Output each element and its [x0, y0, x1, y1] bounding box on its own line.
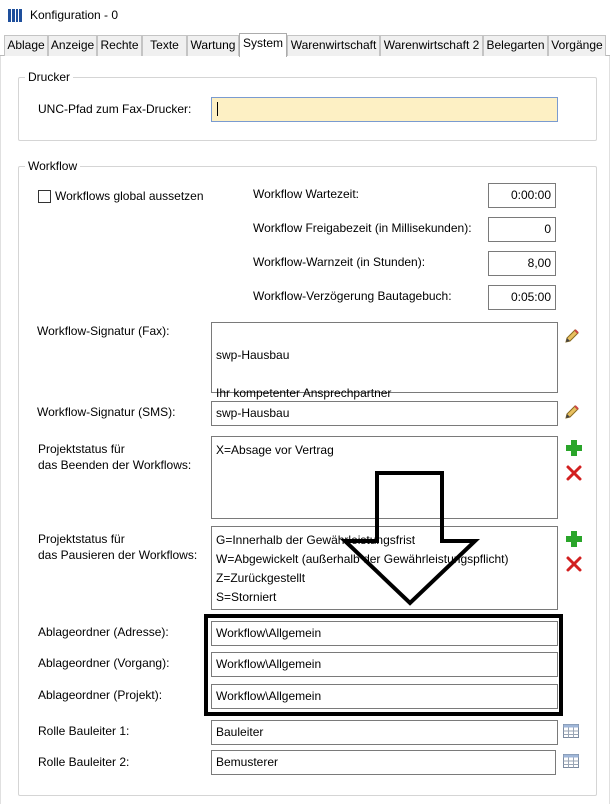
tab-rechte[interactable]: Rechte — [97, 35, 142, 56]
tab-anzeige[interactable]: Anzeige — [48, 35, 97, 56]
text-caret — [217, 102, 218, 116]
list-item[interactable]: G=Innerhalb der Gewährleistungsfrist — [216, 533, 416, 547]
freigabezeit-input[interactable]: 0 — [488, 217, 556, 242]
fax-printer-input[interactable] — [211, 97, 558, 122]
ablage-vorgang-input[interactable]: Workflow\Allgemein — [211, 652, 558, 677]
signatur-sms-label: Workflow-Signatur (SMS): — [37, 405, 176, 419]
tab-system[interactable]: System — [239, 33, 287, 57]
tab-vorgaenge[interactable]: Vorgänge — [548, 35, 606, 56]
workflows-global-pause-label: Workflows global aussetzen — [55, 189, 204, 203]
freigabezeit-label: Workflow Freigabezeit (in Millisekunden): — [253, 221, 472, 235]
bauleiter1-label: Rolle Bauleiter 1: — [38, 724, 130, 738]
ablage-projekt-input[interactable]: Workflow\Allgemein — [211, 684, 558, 709]
pausieren-status-list[interactable] — [211, 526, 558, 610]
remove-beenden-status-x-icon[interactable] — [565, 464, 583, 482]
tab-texte[interactable]: Texte — [142, 35, 187, 56]
ablage-projekt-label: Ablageordner (Projekt): — [38, 688, 163, 702]
pausieren-label-line2: das Pausieren der Workflows: — [38, 548, 198, 562]
bauleiter1-input[interactable]: Bauleiter — [211, 720, 558, 745]
list-item[interactable]: Z=Zurückgestellt — [216, 571, 306, 585]
workflows-global-pause-checkbox[interactable] — [38, 190, 51, 203]
edit-signatur-sms-pencil-icon[interactable] — [563, 403, 581, 421]
ablage-vorgang-label: Ablageordner (Vorgang): — [38, 656, 170, 670]
tab-warenwirtschaft[interactable]: Warenwirtschaft — [287, 35, 380, 56]
pausieren-label-line1: Projektstatus für — [38, 532, 125, 546]
tab-belegarten[interactable]: Belegarten — [483, 35, 548, 56]
bautagebuch-label: Workflow-Verzögerung Bautagebuch: — [253, 289, 452, 303]
list-item[interactable]: X=Absage vor Vertrag — [216, 443, 334, 457]
tab-wartung[interactable]: Wartung — [187, 35, 239, 56]
add-pausieren-status-plus-icon[interactable] — [565, 530, 583, 548]
signatur-fax-textarea[interactable]: swp-Hausbau Ihr kompetenter Ansprechpartner — [211, 322, 558, 393]
signatur-sms-input[interactable]: swp-Hausbau — [211, 401, 558, 426]
wartezeit-input[interactable]: 0:00:00 — [488, 183, 556, 208]
edit-signatur-fax-pencil-icon[interactable] — [563, 327, 581, 345]
drucker-legend: Drucker — [25, 70, 73, 84]
beenden-label-line2: das Beenden der Workflows: — [38, 458, 192, 472]
bauleiter2-table-icon[interactable] — [563, 754, 579, 768]
app-icon — [8, 9, 22, 22]
beenden-status-list[interactable] — [211, 436, 558, 519]
signatur-fax-label: Workflow-Signatur (Fax): — [37, 324, 170, 338]
bauleiter2-label: Rolle Bauleiter 2: — [38, 755, 130, 769]
tab-strip — [0, 33, 610, 56]
fax-printer-label: UNC-Pfad zum Fax-Drucker: — [38, 102, 192, 116]
warnzeit-label: Workflow-Warnzeit (in Stunden): — [253, 255, 426, 269]
list-item[interactable]: W=Abgewickelt (außerhalb der Gewährleistungspflicht) — [216, 552, 509, 566]
ablage-adresse-label: Ablageordner (Adresse): — [38, 625, 169, 639]
workflow-legend: Workflow — [25, 159, 80, 173]
remove-pausieren-status-x-icon[interactable] — [565, 555, 583, 573]
window-title: Konfiguration - 0 — [30, 8, 119, 22]
list-item[interactable]: S=Storniert — [216, 590, 277, 604]
title-bar — [0, 0, 610, 30]
annotation-highlight-box — [204, 614, 563, 716]
bautagebuch-input[interactable]: 0:05:00 — [488, 285, 556, 310]
tab-warenwirtschaft-2[interactable]: Warenwirtschaft 2 — [380, 35, 483, 56]
bauleiter2-input[interactable]: Bemusterer — [211, 750, 556, 775]
bauleiter1-table-icon[interactable] — [563, 724, 579, 738]
tab-ablage[interactable]: Ablage — [4, 35, 48, 56]
ablage-adresse-input[interactable]: Workflow\Allgemein — [211, 621, 558, 646]
add-beenden-status-plus-icon[interactable] — [565, 439, 583, 457]
warnzeit-input[interactable]: 8,00 — [488, 251, 556, 276]
beenden-label-line1: Projektstatus für — [38, 442, 125, 456]
wartezeit-label: Workflow Wartezeit: — [253, 187, 360, 201]
